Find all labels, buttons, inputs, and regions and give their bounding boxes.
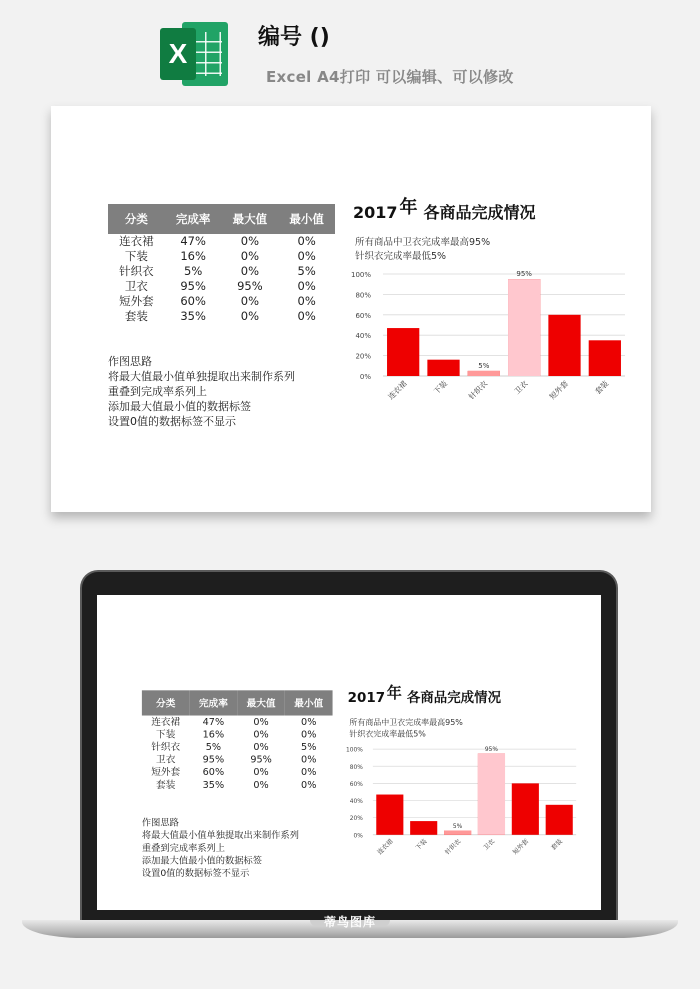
y-tick-label: 20% — [349, 816, 363, 823]
note-line: 作图思路 — [108, 355, 152, 368]
table-body — [142, 716, 333, 792]
note-line: 作图思路 — [141, 817, 179, 829]
bar-completion — [589, 340, 621, 376]
chart-subtitle-line: 所有商品中卫衣完成率最高95% — [349, 718, 463, 728]
table-cell: 0% — [301, 778, 317, 791]
table-cell: 针织衣 — [151, 740, 181, 753]
note-line: 将最大值最小值单独提取出来制作系列 — [108, 370, 295, 383]
table-row — [142, 779, 333, 792]
excel-icon — [160, 22, 228, 86]
note-line: 设置0值的数据标签不显示 — [108, 415, 236, 428]
table-header-cell: 分类 — [142, 690, 190, 715]
chart-title-year: 2017 — [353, 203, 398, 222]
table-row — [142, 741, 333, 754]
y-tick-label: 0% — [353, 833, 363, 840]
bar-completion — [427, 360, 459, 376]
data-table — [108, 204, 335, 324]
bar-max — [508, 279, 540, 376]
table-cell: 5% — [205, 740, 222, 753]
table-cell: 35% — [202, 778, 225, 791]
table-header-row — [142, 690, 333, 715]
table-header-cell: 最小值 — [278, 204, 335, 234]
table-cell: 0% — [240, 294, 259, 308]
table-row — [142, 766, 333, 779]
bar-completion — [376, 795, 403, 835]
note-line: 将最大值最小值单独提取出来制作系列 — [141, 829, 299, 841]
table-cell: 下装 — [156, 728, 176, 740]
table-cell: 5% — [184, 264, 203, 278]
bar-completion — [548, 315, 580, 376]
table-cell: 0% — [240, 264, 259, 278]
y-tick-label: 80% — [349, 764, 363, 771]
table-cell: 0% — [253, 728, 269, 740]
table-row — [108, 234, 335, 249]
bar-min — [468, 371, 500, 376]
table-header-cell: 最小值 — [285, 690, 333, 715]
chart-subtitle-line: 针织衣完成率最低5% — [349, 729, 426, 740]
table-cell: 95% — [237, 279, 263, 293]
data-label: 95% — [516, 270, 532, 279]
table-cell: 连衣裙 — [151, 715, 181, 728]
table-cell: 卫衣 — [156, 753, 176, 766]
bar-completion — [512, 783, 539, 834]
note-line: 重叠到完成率系列上 — [141, 842, 226, 854]
table-cell: 0% — [240, 309, 259, 323]
watermark: 蒂鸟图库 — [323, 915, 376, 929]
table-cell: 95% — [180, 279, 206, 293]
data-label: 5% — [452, 823, 463, 830]
table-cell: 5% — [297, 264, 316, 278]
chart-subtitle-line: 针织衣完成率最低5% — [355, 251, 447, 262]
chart-title-year: 2017 — [347, 689, 386, 706]
sheet-preview-main — [51, 106, 651, 512]
table-cell: 0% — [253, 778, 269, 791]
chart-title-rest: 各商品完成情况 — [423, 203, 536, 222]
table-cell: 0% — [301, 728, 317, 740]
chart-title-nian: 年 — [386, 684, 402, 703]
table-cell: 针织衣 — [119, 264, 154, 278]
table-cell: 60% — [202, 765, 225, 778]
bar-chart — [347, 264, 637, 414]
table-cell: 卫衣 — [124, 279, 148, 293]
chart-subtitle — [349, 717, 463, 741]
table-cell: 0% — [301, 753, 317, 766]
excel-icon-grid — [192, 32, 222, 76]
y-tick-label: 40% — [355, 332, 371, 341]
table-cell: 0% — [240, 234, 259, 248]
table-cell: 短外套 — [119, 294, 154, 308]
chart-title-nian: 年 — [399, 197, 418, 218]
table-cell: 0% — [301, 765, 317, 778]
sheet-content — [51, 106, 651, 512]
sheet-content — [97, 608, 598, 910]
table-cell: 下装 — [124, 249, 148, 263]
bar-chart — [343, 741, 587, 867]
bar-completion — [546, 805, 573, 835]
table-header-cell: 完成率 — [165, 204, 222, 234]
x-tick-label: 针织衣 — [444, 837, 463, 857]
bar-max — [478, 753, 505, 834]
table-cell: 套装 — [156, 778, 176, 791]
page-subtitle: Excel A4打印 可以编辑、可以修改 — [266, 68, 514, 86]
x-tick-label: 连衣裙 — [376, 837, 395, 857]
table-cell: 47% — [180, 234, 206, 248]
table-row — [142, 716, 333, 729]
table-cell: 0% — [240, 249, 259, 263]
x-tick-label: 短外套 — [547, 379, 570, 402]
table-cell: 47% — [202, 715, 225, 728]
table-header-cell: 最大值 — [237, 690, 285, 715]
table-cell: 0% — [253, 765, 269, 778]
table-header-cell: 完成率 — [190, 690, 238, 715]
note-line: 添加最大值最小值的数据标签 — [141, 854, 262, 866]
table-cell: 0% — [297, 249, 316, 263]
x-tick-label: 针织衣 — [466, 379, 490, 402]
chart-title — [353, 198, 536, 224]
chart-subtitle — [355, 236, 490, 264]
chart-title — [348, 685, 501, 707]
table-header-cell: 分类 — [108, 204, 165, 234]
table-row — [108, 294, 335, 309]
table-cell: 0% — [297, 294, 316, 308]
note-line: 添加最大值最小值的数据标签 — [108, 400, 251, 413]
table-cell: 5% — [301, 740, 317, 753]
table-cell: 0% — [297, 234, 316, 248]
notes — [142, 816, 299, 879]
note-line: 重叠到完成率系列上 — [108, 385, 207, 398]
table-row — [142, 753, 333, 766]
y-tick-label: 80% — [355, 291, 371, 300]
table-body — [108, 234, 335, 324]
y-tick-label: 60% — [349, 781, 363, 788]
bar-completion — [410, 821, 437, 835]
table-cell: 0% — [297, 279, 316, 293]
page-title: 编号 () — [258, 25, 330, 50]
chart-subtitle-line: 所有商品中卫衣完成率最高95% — [355, 237, 491, 248]
bar-completion — [387, 328, 419, 376]
y-tick-label: 60% — [355, 311, 371, 320]
table-cell: 0% — [297, 309, 316, 323]
table-cell: 60% — [180, 294, 206, 308]
table-cell: 连衣裙 — [119, 234, 154, 248]
table-cell: 短外套 — [151, 765, 181, 778]
data-table — [142, 690, 333, 791]
table-cell: 0% — [301, 715, 317, 728]
table-row — [108, 249, 335, 264]
table-header-cell: 最大值 — [222, 204, 279, 234]
note-line: 设置0值的数据标签不显示 — [141, 867, 250, 879]
y-tick-label: 0% — [359, 373, 371, 381]
laptop-screen — [97, 595, 601, 910]
table-row — [108, 264, 335, 279]
x-tick-label: 下装 — [431, 379, 449, 397]
table-cell: 35% — [180, 309, 206, 323]
table-cell: 0% — [253, 740, 269, 753]
x-tick-label: 套装 — [593, 379, 611, 397]
y-tick-label: 100% — [350, 271, 371, 279]
x-tick-label: 下装 — [414, 837, 429, 852]
table-row — [108, 309, 335, 324]
table-row — [142, 728, 333, 741]
table-cell: 95% — [250, 753, 272, 766]
data-label: 5% — [478, 361, 490, 370]
chart-title-rest: 各商品完成情况 — [406, 689, 502, 706]
x-tick-label: 连衣裙 — [386, 379, 409, 402]
y-tick-label: 100% — [346, 747, 363, 754]
x-tick-label: 卫衣 — [512, 379, 530, 397]
excel-icon-letter: X — [160, 28, 196, 80]
y-tick-label: 20% — [355, 352, 371, 361]
table-cell: 16% — [202, 728, 225, 740]
x-tick-label: 卫衣 — [482, 837, 497, 852]
table-header-row — [108, 204, 335, 234]
table-cell: 16% — [180, 249, 206, 263]
notes — [108, 354, 295, 429]
table-row — [108, 279, 335, 294]
table-cell: 95% — [202, 753, 225, 766]
data-label: 95% — [484, 746, 498, 753]
table-cell: 套装 — [124, 309, 148, 323]
table-cell: 0% — [253, 715, 269, 728]
y-tick-label: 40% — [349, 799, 363, 806]
x-tick-label: 短外套 — [511, 837, 531, 857]
bar-min — [444, 831, 471, 835]
x-tick-label: 套装 — [550, 837, 564, 852]
